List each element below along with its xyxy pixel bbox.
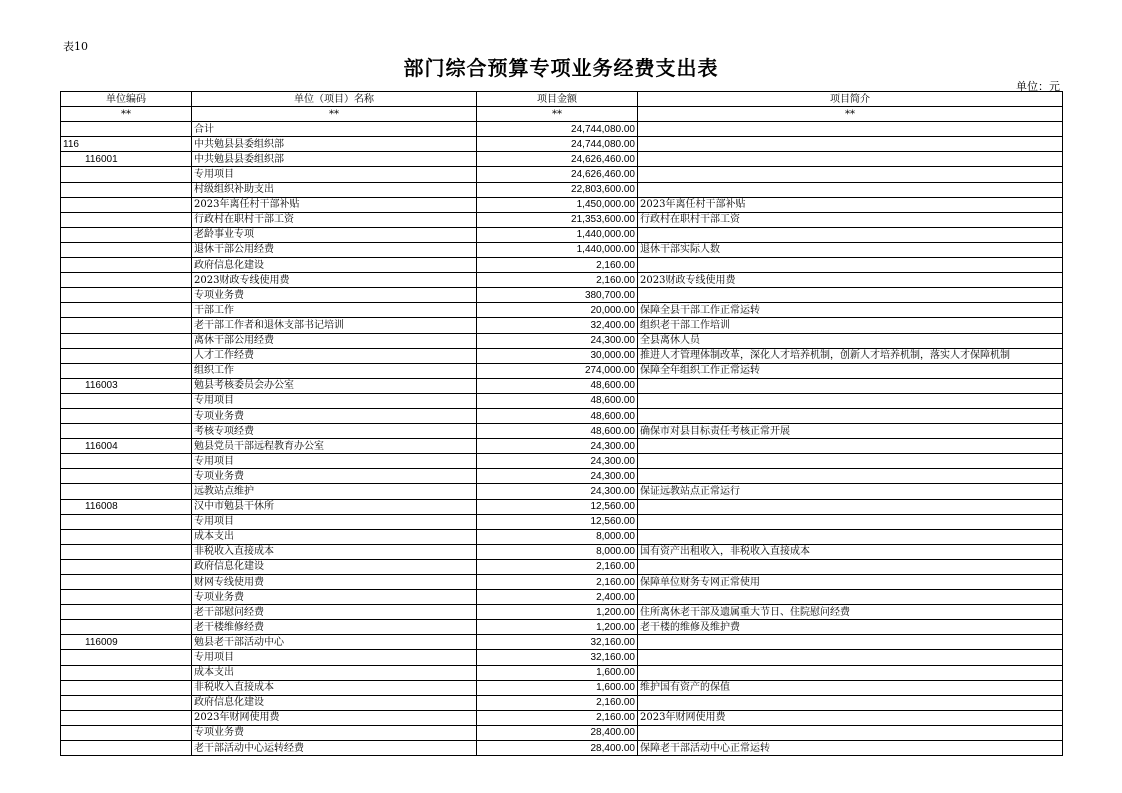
unit-code-cell: 116004 <box>61 439 192 454</box>
description-cell: 组织老干部工作培训 <box>638 318 1063 333</box>
amount-cell: 2,160.00 <box>477 258 638 273</box>
amount-cell: 2,160.00 <box>477 695 638 710</box>
unit-code-cell <box>61 725 192 740</box>
amount-cell: 2,400.00 <box>477 590 638 605</box>
description-cell <box>638 559 1063 574</box>
unit-code-cell <box>61 242 192 257</box>
amount-cell: 1,200.00 <box>477 620 638 635</box>
project-name-cell: 2023年离任村干部补贴 <box>192 197 477 212</box>
table-row <box>61 242 1063 257</box>
project-name-cell: 专项业务费 <box>192 469 477 484</box>
project-name-cell: 离休干部公用经费 <box>192 333 477 348</box>
table-row <box>61 635 1063 650</box>
table-row <box>61 182 1063 197</box>
table-row <box>61 650 1063 665</box>
project-name-cell: 专项业务费 <box>192 590 477 605</box>
table-row <box>61 227 1063 242</box>
unit-label: 单位：元 <box>1016 80 1060 93</box>
description-cell <box>638 499 1063 514</box>
project-name-cell: 政府信息化建设 <box>192 695 477 710</box>
amount-cell: 1,600.00 <box>477 680 638 695</box>
table-row <box>61 122 1063 137</box>
unit-code-cell <box>61 288 192 303</box>
table-row <box>61 363 1063 378</box>
table-number: 表10 <box>63 40 88 53</box>
description-cell: 推进人才管理体制改革，深化人才培养机制，创新人才培养机制，落实人才保障机制 <box>638 348 1063 363</box>
unit-code-cell: 116001 <box>61 152 192 167</box>
project-name-cell: 专用项目 <box>192 650 477 665</box>
project-name-cell: 政府信息化建设 <box>192 258 477 273</box>
project-name-cell: 专项业务费 <box>192 725 477 740</box>
amount-cell: 48,600.00 <box>477 408 638 423</box>
amount-cell: 274,000.00 <box>477 363 638 378</box>
amount-cell: 32,160.00 <box>477 635 638 650</box>
description-cell <box>638 258 1063 273</box>
description-cell <box>638 122 1063 137</box>
unit-code-cell <box>61 122 192 137</box>
description-cell <box>638 469 1063 484</box>
table-row <box>61 590 1063 605</box>
table-row <box>61 469 1063 484</box>
table-row <box>61 167 1063 182</box>
unit-code-cell: 116008 <box>61 499 192 514</box>
table-row <box>61 695 1063 710</box>
table-row <box>61 424 1063 439</box>
unit-code-cell <box>61 424 192 439</box>
unit-code-cell <box>61 544 192 559</box>
unit-code-cell <box>61 514 192 529</box>
project-name-cell: 勉县党员干部远程教育办公室 <box>192 439 477 454</box>
description-cell <box>638 439 1063 454</box>
amount-cell: 32,400.00 <box>477 318 638 333</box>
marker-cell: ** <box>477 107 638 122</box>
project-name-cell: 勉县考核委员会办公室 <box>192 378 477 393</box>
unit-code-cell <box>61 529 192 544</box>
description-cell <box>638 590 1063 605</box>
description-cell: 保障单位财务专网正常使用 <box>638 575 1063 590</box>
description-cell <box>638 695 1063 710</box>
unit-code-cell <box>61 363 192 378</box>
amount-cell: 30,000.00 <box>477 348 638 363</box>
unit-code-cell <box>61 258 192 273</box>
amount-cell: 24,300.00 <box>477 469 638 484</box>
project-name-cell: 专用项目 <box>192 393 477 408</box>
project-name-cell: 考核专项经费 <box>192 424 477 439</box>
unit-code-cell: 116003 <box>61 378 192 393</box>
amount-cell: 8,000.00 <box>477 529 638 544</box>
table-row <box>61 273 1063 288</box>
table-row <box>61 152 1063 167</box>
project-name-cell: 老干部工作者和退休支部书记培训 <box>192 318 477 333</box>
project-name-cell: 勉县老干部活动中心 <box>192 635 477 650</box>
amount-cell: 24,744,080.00 <box>477 137 638 152</box>
description-cell <box>638 665 1063 680</box>
project-name-cell: 老干楼维修经费 <box>192 620 477 635</box>
table-row <box>61 514 1063 529</box>
amount-cell: 24,626,460.00 <box>477 152 638 167</box>
unit-code-cell <box>61 469 192 484</box>
project-name-cell: 专用项目 <box>192 514 477 529</box>
description-cell <box>638 650 1063 665</box>
description-cell: 2023年离任村干部补贴 <box>638 197 1063 212</box>
project-name-cell: 财网专线使用费 <box>192 575 477 590</box>
unit-code-cell <box>61 650 192 665</box>
table-row <box>61 741 1063 756</box>
amount-cell: 48,600.00 <box>477 378 638 393</box>
unit-code-cell <box>61 393 192 408</box>
marker-row <box>61 107 1063 122</box>
table-row <box>61 318 1063 333</box>
unit-code-cell <box>61 303 192 318</box>
project-name-cell: 中共勉县县委组织部 <box>192 137 477 152</box>
description-cell <box>638 182 1063 197</box>
amount-cell: 12,560.00 <box>477 514 638 529</box>
description-cell: 2023财政专线使用费 <box>638 273 1063 288</box>
description-cell <box>638 529 1063 544</box>
unit-code-cell <box>61 212 192 227</box>
unit-code-cell <box>61 741 192 756</box>
header-description: 项目简介 <box>638 92 1063 107</box>
amount-cell: 2,160.00 <box>477 575 638 590</box>
project-name-cell: 老干部活动中心运转经费 <box>192 741 477 756</box>
table-row <box>61 258 1063 273</box>
description-cell <box>638 152 1063 167</box>
table-row <box>61 559 1063 574</box>
project-name-cell: 远教站点维护 <box>192 484 477 499</box>
description-cell: 行政村在职村干部工资 <box>638 212 1063 227</box>
amount-cell: 1,200.00 <box>477 605 638 620</box>
project-name-cell: 2023年财网使用费 <box>192 710 477 725</box>
project-name-cell: 合计 <box>192 122 477 137</box>
description-cell: 保障老干部活动中心正常运转 <box>638 741 1063 756</box>
amount-cell: 24,300.00 <box>477 333 638 348</box>
project-name-cell: 2023财政专线使用费 <box>192 273 477 288</box>
table-row <box>61 710 1063 725</box>
unit-code-cell <box>61 710 192 725</box>
table-row <box>61 212 1063 227</box>
amount-cell: 380,700.00 <box>477 288 638 303</box>
unit-code-cell <box>61 182 192 197</box>
unit-code-cell <box>61 408 192 423</box>
project-name-cell: 专用项目 <box>192 454 477 469</box>
project-name-cell: 专项业务费 <box>192 408 477 423</box>
description-cell: 退休干部实际人数 <box>638 242 1063 257</box>
unit-code-cell <box>61 695 192 710</box>
unit-code-cell <box>61 348 192 363</box>
unit-code-cell <box>61 605 192 620</box>
amount-cell: 1,600.00 <box>477 665 638 680</box>
amount-cell: 12,560.00 <box>477 499 638 514</box>
table-row <box>61 288 1063 303</box>
amount-cell: 28,400.00 <box>477 741 638 756</box>
unit-code-cell <box>61 575 192 590</box>
table-row <box>61 333 1063 348</box>
table-row <box>61 575 1063 590</box>
table-row <box>61 725 1063 740</box>
table-row <box>61 680 1063 695</box>
description-cell <box>638 725 1063 740</box>
description-cell: 保障全年组织工作正常运转 <box>638 363 1063 378</box>
marker-cell: ** <box>192 107 477 122</box>
unit-code-cell <box>61 559 192 574</box>
amount-cell: 24,626,460.00 <box>477 167 638 182</box>
table-row <box>61 439 1063 454</box>
marker-cell: ** <box>61 107 192 122</box>
table-row <box>61 348 1063 363</box>
table-row <box>61 408 1063 423</box>
project-name-cell: 人才工作经费 <box>192 348 477 363</box>
amount-cell: 32,160.00 <box>477 650 638 665</box>
table-row <box>61 529 1063 544</box>
amount-cell: 48,600.00 <box>477 424 638 439</box>
amount-cell: 2,160.00 <box>477 710 638 725</box>
unit-code-cell <box>61 318 192 333</box>
description-cell: 国有资产出租收入，非税收入直接成本 <box>638 544 1063 559</box>
amount-cell: 1,440,000.00 <box>477 242 638 257</box>
description-cell <box>638 137 1063 152</box>
unit-code-cell <box>61 167 192 182</box>
unit-code-cell <box>61 273 192 288</box>
table-row <box>61 303 1063 318</box>
project-name-cell: 村级组织补助支出 <box>192 182 477 197</box>
description-cell: 2023年财网使用费 <box>638 710 1063 725</box>
amount-cell: 2,160.00 <box>477 559 638 574</box>
budget-table <box>60 91 1063 756</box>
table-row <box>61 620 1063 635</box>
project-name-cell: 非税收入直接成本 <box>192 680 477 695</box>
table-row <box>61 378 1063 393</box>
project-name-cell: 组织工作 <box>192 363 477 378</box>
description-cell <box>638 408 1063 423</box>
project-name-cell: 老龄事业专项 <box>192 227 477 242</box>
project-name-cell: 中共勉县县委组织部 <box>192 152 477 167</box>
table-row <box>61 393 1063 408</box>
project-name-cell: 汉中市勉县干休所 <box>192 499 477 514</box>
amount-cell: 1,440,000.00 <box>477 227 638 242</box>
project-name-cell: 非税收入直接成本 <box>192 544 477 559</box>
description-cell <box>638 454 1063 469</box>
table-row <box>61 544 1063 559</box>
table-row <box>61 484 1063 499</box>
project-name-cell: 老干部慰问经费 <box>192 605 477 620</box>
description-cell: 确保市对县目标责任考核正常开展 <box>638 424 1063 439</box>
table-row <box>61 454 1063 469</box>
amount-cell: 28,400.00 <box>477 725 638 740</box>
amount-cell: 2,160.00 <box>477 273 638 288</box>
project-name-cell: 成本支出 <box>192 665 477 680</box>
table-row <box>61 665 1063 680</box>
table-row <box>61 605 1063 620</box>
project-name-cell: 专用项目 <box>192 167 477 182</box>
unit-code-cell <box>61 680 192 695</box>
description-cell <box>638 227 1063 242</box>
header-row <box>61 92 1063 107</box>
table-row <box>61 499 1063 514</box>
unit-code-cell <box>61 590 192 605</box>
table-body <box>61 122 1063 756</box>
table-row <box>61 197 1063 212</box>
description-cell <box>638 378 1063 393</box>
unit-code-cell <box>61 665 192 680</box>
unit-code-cell <box>61 197 192 212</box>
description-cell: 全县离休人员 <box>638 333 1063 348</box>
marker-cell: ** <box>638 107 1063 122</box>
page-title: 部门综合预算专项业务经费支出表 <box>403 56 719 80</box>
description-cell: 保证远教站点正常运行 <box>638 484 1063 499</box>
unit-code-cell <box>61 227 192 242</box>
description-cell <box>638 635 1063 650</box>
unit-code-cell <box>61 484 192 499</box>
amount-cell: 24,300.00 <box>477 484 638 499</box>
project-name-cell: 政府信息化建设 <box>192 559 477 574</box>
amount-cell: 48,600.00 <box>477 393 638 408</box>
description-cell: 住所离休老干部及遗属重大节日、住院慰问经费 <box>638 605 1063 620</box>
amount-cell: 8,000.00 <box>477 544 638 559</box>
unit-code-cell <box>61 454 192 469</box>
project-name-cell: 专项业务费 <box>192 288 477 303</box>
description-cell <box>638 514 1063 529</box>
description-cell: 老干楼的维修及维护费 <box>638 620 1063 635</box>
amount-cell: 20,000.00 <box>477 303 638 318</box>
amount-cell: 24,300.00 <box>477 439 638 454</box>
project-name-cell: 干部工作 <box>192 303 477 318</box>
description-cell <box>638 167 1063 182</box>
project-name-cell: 退休干部公用经费 <box>192 242 477 257</box>
unit-code-cell <box>61 620 192 635</box>
description-cell <box>638 288 1063 303</box>
header-unit-name: 单位（项目）名称 <box>192 92 477 107</box>
header-amount: 项目金额 <box>477 92 638 107</box>
table-row <box>61 137 1063 152</box>
unit-code-cell: 116 <box>61 137 192 152</box>
project-name-cell: 行政村在职村干部工资 <box>192 212 477 227</box>
description-cell: 保障全县干部工作正常运转 <box>638 303 1063 318</box>
unit-code-cell <box>61 333 192 348</box>
project-name-cell: 成本支出 <box>192 529 477 544</box>
amount-cell: 22,803,600.00 <box>477 182 638 197</box>
header-unit-code: 单位编码 <box>61 92 192 107</box>
unit-code-cell: 116009 <box>61 635 192 650</box>
amount-cell: 21,353,600.00 <box>477 212 638 227</box>
description-cell <box>638 393 1063 408</box>
amount-cell: 1,450,000.00 <box>477 197 638 212</box>
amount-cell: 24,300.00 <box>477 454 638 469</box>
amount-cell: 24,744,080.00 <box>477 122 638 137</box>
description-cell: 维护国有资产的保值 <box>638 680 1063 695</box>
